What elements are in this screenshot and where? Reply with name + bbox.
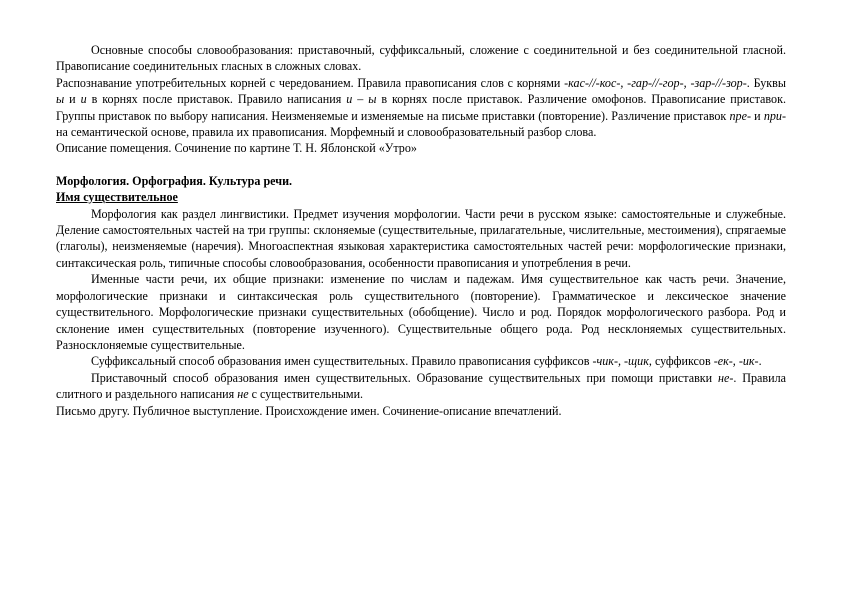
paragraph-noun: Именные части речи, их общие признаки: изменение по числам и падежам. Имя существительное как часть речи. Значение, морфологические признаки и синтаксическая роль существительного (повторение). Грамматическое и лексическое значение существительного. Морфологические признаки существительных (обобщение). Число и род. Порядок морфологического разбора. Род и склонение имен существительных (повторение изученного). Существительные общего рода. Род несклоняемых существительных. Разносклоняемые существительные. [56, 272, 786, 352]
italic-particle-ne: не [237, 387, 249, 402]
italic-letter-i: и [80, 92, 87, 107]
italic-suffixes-ek-ik: -ек-, -ик- [713, 354, 759, 369]
text-run: . Буквы [746, 75, 786, 90]
text-run: Распознавание употребительных корней с чередованием. Правила правописания слов с корнями [56, 75, 565, 90]
italic-roots: -кас-//-кос-, -гар-//-гор-, -зар-//-зор- [564, 75, 747, 90]
section-subheading: Имя существительное [56, 190, 178, 205]
text-run: , суффиксов [648, 354, 714, 369]
paragraph-prefix-ne [56, 370, 786, 403]
text-run: и [64, 92, 81, 107]
paragraph-description-room: Описание помещения. Сочинение по картине Т. Н. Яблонской «Утро» [56, 141, 417, 156]
italic-i-y: и – ы [346, 92, 377, 107]
italic-prefix-pre: пре- [729, 108, 751, 123]
text-run: Приставочный способ образования имен существительных. Образование существительных при помощи приставки [91, 370, 718, 385]
paragraph-word-formation: Основные способы словообразования: приставочный, суффиксальный, сложение с соединительной и без соединительной гласной. Правописание соединительных гласных в сложных словах. [56, 43, 786, 74]
text-run: Суффиксальный способ образования имен существительных. Правило правописания суффиксов [91, 354, 593, 369]
italic-prefix-ne: не- [718, 370, 734, 385]
paragraph-suffixes [56, 353, 786, 369]
paragraph-roots-and-prefixes [56, 75, 786, 141]
text-run: на семантической основе, правила их правописания. Морфемный и словообразовательный разбор слова. [56, 125, 597, 140]
spacer [56, 157, 786, 173]
paragraph-speech-development: Письмо другу. Публичное выступление. Происхождение имен. Сочинение-описание впечатлений. [56, 403, 562, 418]
section-heading: Морфология. Орфография. Культура речи. [56, 173, 293, 188]
document-page [56, 42, 786, 419]
text-run: и [751, 108, 764, 123]
text-run: с существительными. [248, 387, 364, 402]
italic-prefix-pri: при- [763, 108, 786, 123]
italic-suffixes-chik-shchik: -чик-, -щик [592, 354, 649, 369]
text-run: . Правила слитного и раздельного написания [56, 370, 787, 402]
text-run: в корнях после приставок. Различение омофонов. Правописание приставок. Группы приставок по выбору написания. Неизменяемые и изменяемые на письме приставки (повторение). Различение приставок [56, 92, 787, 123]
paragraph-morphology: Морфология как раздел лингвистики. Предмет изучения морфологии. Части речи в русском языке: самостоятельные и служебные. Деление самостоятельных частей на три группы: склоняемые (существительные, прилагательные, числительные, местоимения), спрягаемые (глаголы), неизменяемые (наречия). Многоаспектная языковая характеристика самостоятельных частей речи: морфологические признаки, синтаксическая роль, типичные способы словообразования, особенности правописания и употребления в речи. [56, 206, 786, 270]
text-run: в корнях после приставок. Правило написания [86, 92, 347, 107]
text-run: . [758, 354, 762, 369]
italic-letter-y: ы [56, 92, 65, 107]
